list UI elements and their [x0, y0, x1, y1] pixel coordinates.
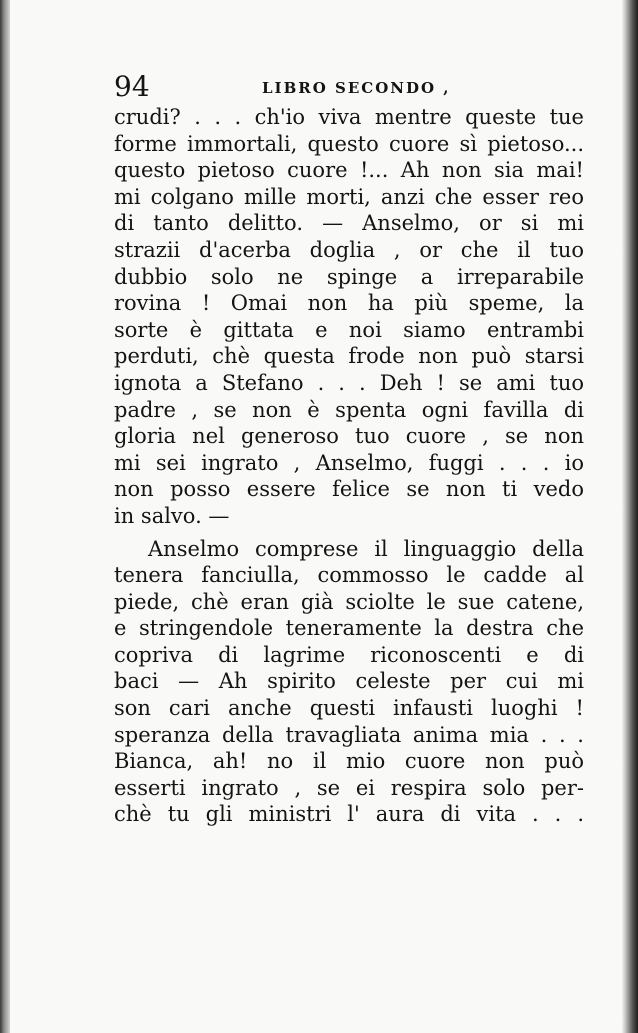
- text-line: forme immortali, questo cuore sì pietoso...: [114, 131, 584, 156]
- text-line: padre , se non è spenta ogni favilla di: [114, 397, 584, 422]
- text-line: speranza della travagliata anima mia . . .: [114, 722, 584, 747]
- page-header: [114, 70, 584, 104]
- text-line: crudi? . . . ch'io viva mentre queste tue: [114, 105, 584, 129]
- text-line: mi sei ingrato , Anselmo, fuggi . . . io: [114, 450, 584, 475]
- text-line: ignota a Stefano . . . Deh ! se ami tuo: [114, 370, 584, 395]
- text-line: esserti ingrato , se ei respira solo per-: [114, 775, 584, 800]
- text-line: mi colgano mille morti, anzi che esser reo: [114, 184, 584, 209]
- text-line: Anselmo comprese il linguaggio della: [148, 536, 584, 561]
- text-line: questo pietoso cuore !... Ah non sia mai!: [114, 158, 584, 183]
- text-line: chè tu gli ministri l' aura di vita . . .: [114, 802, 584, 827]
- text-line: tenera fanciulla, commosso le cadde al: [114, 563, 584, 588]
- text-line: rovina ! Omai non ha più speme, la: [114, 291, 584, 316]
- text-line: dubbio solo ne spinge a irreparabile: [114, 264, 584, 289]
- text-line: son cari anche questi infausti luoghi !: [114, 696, 584, 721]
- page-right-edge-shadow: [622, 0, 638, 1033]
- text-line: strazii d'acerba doglia , or che il tuo: [114, 237, 584, 262]
- text-line: in salvo. —: [114, 503, 230, 528]
- text-line: Bianca, ah! no il mio cuore non può: [114, 749, 584, 774]
- text-line: non posso essere felice se non ti vedo: [114, 477, 584, 502]
- text-line: copriva di lagrime riconoscenti e di: [114, 642, 584, 667]
- text-line: piede, chè eran già sciolte le sue catene,: [114, 589, 584, 614]
- page-left-edge-shadow: [0, 0, 10, 1033]
- text-line: gloria nel generoso tuo cuore , se non: [114, 424, 584, 449]
- text-line: sorte è gittata e noi siamo entrambi: [114, 317, 584, 342]
- text-line: perduti, chè questa frode non può starsi: [114, 344, 584, 369]
- paragraph-1: [114, 104, 584, 530]
- text-line: e stringendole teneramente la destra che: [114, 616, 584, 641]
- body-text: [114, 104, 584, 828]
- page-number: 94: [114, 70, 150, 103]
- text-line: di tanto delitto. — Anselmo, or si mi: [114, 211, 584, 236]
- running-title: LIBRO SECONDO ,: [262, 79, 451, 97]
- text-line: baci — Ah spirito celeste per cui mi: [114, 669, 584, 694]
- paragraph-2: [114, 536, 584, 829]
